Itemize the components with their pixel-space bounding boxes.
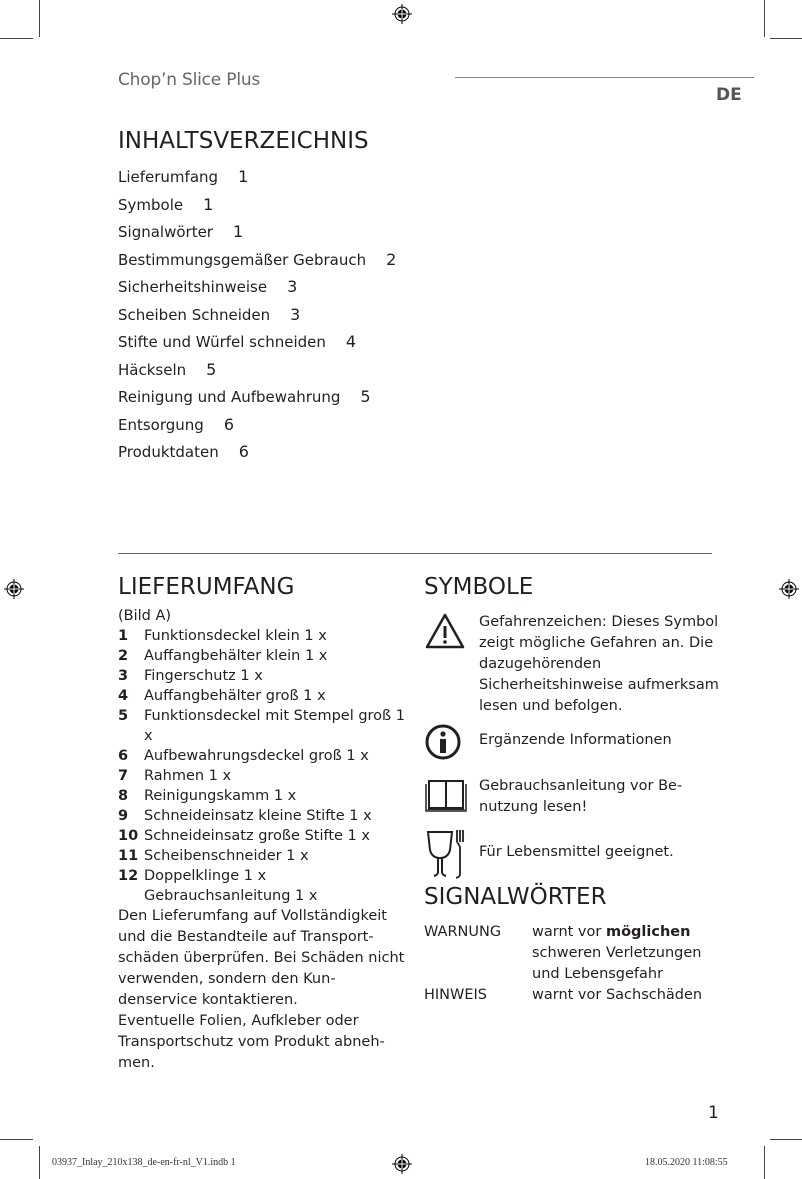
item-text: Fingerschutz 1 x xyxy=(144,668,263,684)
toc-entry[interactable] xyxy=(118,194,396,222)
registration-mark-icon xyxy=(392,1154,412,1174)
toc-entry-page: 1 xyxy=(232,222,244,241)
signal-term: WARNUNG xyxy=(424,924,502,940)
toc-entry[interactable] xyxy=(118,331,396,359)
toc-entry[interactable] xyxy=(118,359,396,387)
toc-entry-page: 1 xyxy=(238,167,249,186)
registration-mark-icon xyxy=(779,579,799,599)
item-text: Rahmen 1 x xyxy=(144,768,232,784)
list-item xyxy=(118,786,408,806)
toc-entry[interactable] xyxy=(118,221,396,249)
print-slug-file: 03937_Inlay_210x138_de-en-fr-nl_V1.indb 1 xyxy=(52,1157,236,1168)
figure-reference: (Bild A) xyxy=(118,608,172,624)
symbol-row xyxy=(424,724,724,769)
toc-entry[interactable] xyxy=(118,249,396,277)
toc-entry[interactable] xyxy=(118,386,396,414)
item-text: Auffangbehälter groß 1 x xyxy=(144,688,326,704)
toc-entry-page: 6 xyxy=(223,414,235,434)
toc-entry-label: Stifte und Würfel schneiden xyxy=(118,333,326,351)
signalwoerter-heading: SIGNALWÖRTER xyxy=(424,884,607,910)
toc-entry-label: Entsorgung xyxy=(118,415,204,434)
manual-book-icon xyxy=(424,776,468,814)
list-item xyxy=(118,706,408,746)
food-safe-icon xyxy=(424,828,468,880)
toc-entry[interactable] xyxy=(118,441,396,469)
signal-description: warnt vor Sachschäden xyxy=(532,987,703,1003)
list-item xyxy=(118,686,408,706)
item-number: 9 xyxy=(118,808,129,824)
crop-mark xyxy=(770,1139,802,1140)
list-item xyxy=(118,666,408,686)
print-slug-date: 18.05.2020 11:08:55 xyxy=(645,1157,728,1168)
symbole-heading: SYMBOLE xyxy=(424,574,534,600)
item-number: 12 xyxy=(118,868,139,884)
item-number: 11 xyxy=(118,848,139,864)
table-of-contents xyxy=(118,166,396,469)
page-number: 1 xyxy=(708,1103,719,1123)
toc-entry[interactable] xyxy=(118,304,396,332)
toc-title: INHALTSVERZEICHNIS xyxy=(118,128,369,154)
toc-entry-page: 2 xyxy=(386,249,397,269)
toc-entry[interactable] xyxy=(118,276,396,304)
symbol-description: Gefahrenzeichen: Dieses Symbol zeigt mögliche Gefahren an. Die dazugehörenden Sicherheitshinweise aufmerksam lesen und befolgen. xyxy=(479,614,719,714)
toc-entry[interactable] xyxy=(118,166,396,194)
symbol-description: Ergänzende Informationen xyxy=(479,732,672,748)
symbol-row xyxy=(424,776,724,821)
item-text: Auffangbehälter klein 1 x xyxy=(144,648,328,664)
registration-mark-icon xyxy=(392,4,412,24)
list-item-extra: Gebrauchsanleitung 1 x xyxy=(144,888,318,904)
toc-entry-label: Reinigung und Aufbewahrung xyxy=(118,388,341,406)
header-rule xyxy=(455,77,754,78)
toc-entry-label: Bestimmungsgemäßer Gebrauch xyxy=(118,250,367,269)
signalwoerter-section xyxy=(424,922,717,1006)
item-number: 1 xyxy=(118,628,129,644)
symbol-row xyxy=(424,828,724,887)
list-item xyxy=(118,646,408,666)
crop-mark xyxy=(770,38,802,39)
list-item xyxy=(118,746,408,766)
toc-entry-label: Produktdaten xyxy=(118,443,219,461)
toc-entry-page: 5 xyxy=(206,359,217,379)
symbole-section xyxy=(424,612,724,894)
toc-entry-label: Scheiben Schneiden xyxy=(118,305,271,324)
toc-entry-page: 1 xyxy=(203,194,214,214)
toc-entry-page: 6 xyxy=(238,442,249,461)
desc-text: schweren Verletzungen und Lebensgefahr xyxy=(532,945,702,982)
list-item xyxy=(118,766,408,786)
desc-emphasis: möglichen xyxy=(605,924,691,940)
toc-entry-label: Signalwörter xyxy=(118,223,213,241)
paragraph: Eventuelle Folien, Aufkleber oder Transportschutz vom Produkt abnehmen. xyxy=(118,1013,385,1071)
item-text: Doppelklinge 1 x xyxy=(144,868,267,884)
toc-entry-label: Häckseln xyxy=(118,360,187,379)
item-text: Schneideinsatz große Stifte 1 x xyxy=(144,828,370,844)
crop-mark xyxy=(39,0,40,37)
item-text: Reinigungskamm 1 x xyxy=(144,788,297,804)
item-number: 7 xyxy=(118,768,129,784)
info-icon xyxy=(424,724,464,762)
section-divider xyxy=(118,553,712,554)
item-number: 6 xyxy=(118,748,129,764)
signal-word-row xyxy=(424,922,717,985)
item-text: Funktionsdeckel klein 1 x xyxy=(144,628,327,644)
lieferumfang-heading: LIEFERUMFANG xyxy=(118,574,295,600)
crop-mark xyxy=(39,1146,40,1179)
registration-mark-icon xyxy=(4,579,24,599)
item-number: 8 xyxy=(118,788,129,804)
item-number: 5 xyxy=(118,708,129,724)
toc-entry-label: Lieferumfang xyxy=(118,168,219,186)
toc-entry-page: 3 xyxy=(290,304,301,324)
item-number: 10 xyxy=(118,828,139,844)
list-item xyxy=(118,866,408,886)
item-number: 2 xyxy=(118,648,129,664)
item-text: Aufbewahrungsdeckel groß 1 x xyxy=(144,748,369,764)
crop-mark xyxy=(764,0,765,37)
symbol-description: Für Lebensmittel geeignet. xyxy=(479,844,674,860)
paragraph: Den Lieferumfang auf Vollständigkeit und die Bestandteile auf Transportschäden überprüfen. Bei Schäden nicht verwenden, sondern den Kundenservice kontaktieren. xyxy=(118,908,405,1008)
symbol-row xyxy=(424,612,724,717)
list-item xyxy=(118,626,408,646)
product-title: Chop’n Slice Plus xyxy=(118,70,261,90)
crop-mark xyxy=(764,1146,765,1179)
list-item xyxy=(118,826,408,846)
toc-entry-label: Symbole xyxy=(118,195,184,214)
list-item xyxy=(118,846,408,866)
symbol-description: Gebrauchsanleitung vor Benutzung lesen! xyxy=(479,778,683,815)
crop-mark xyxy=(0,1139,33,1140)
toc-entry[interactable] xyxy=(118,414,396,442)
language-label: DE xyxy=(716,85,742,105)
toc-entry-page: 5 xyxy=(360,387,371,406)
toc-entry-page: 4 xyxy=(345,332,357,351)
crop-mark xyxy=(0,38,33,39)
warning-triangle-icon xyxy=(424,612,466,650)
item-number: 4 xyxy=(118,688,129,704)
signal-term: HINWEIS xyxy=(424,987,488,1003)
list-item xyxy=(118,806,408,826)
signal-description xyxy=(532,922,717,985)
toc-entry-label: Sicherheitshinweise xyxy=(118,278,268,296)
item-text: Schneideinsatz kleine Stifte 1 x xyxy=(144,808,372,824)
toc-entry-page: 3 xyxy=(287,277,298,296)
lieferumfang-section xyxy=(118,606,408,1074)
item-text: Scheibenschneider 1 x xyxy=(144,848,309,864)
desc-text: warnt vor xyxy=(532,924,606,940)
item-number: 3 xyxy=(118,668,129,684)
item-text: Funktionsdeckel mit Stempel groß 1 x xyxy=(144,708,406,744)
signal-word-row xyxy=(424,985,717,1006)
